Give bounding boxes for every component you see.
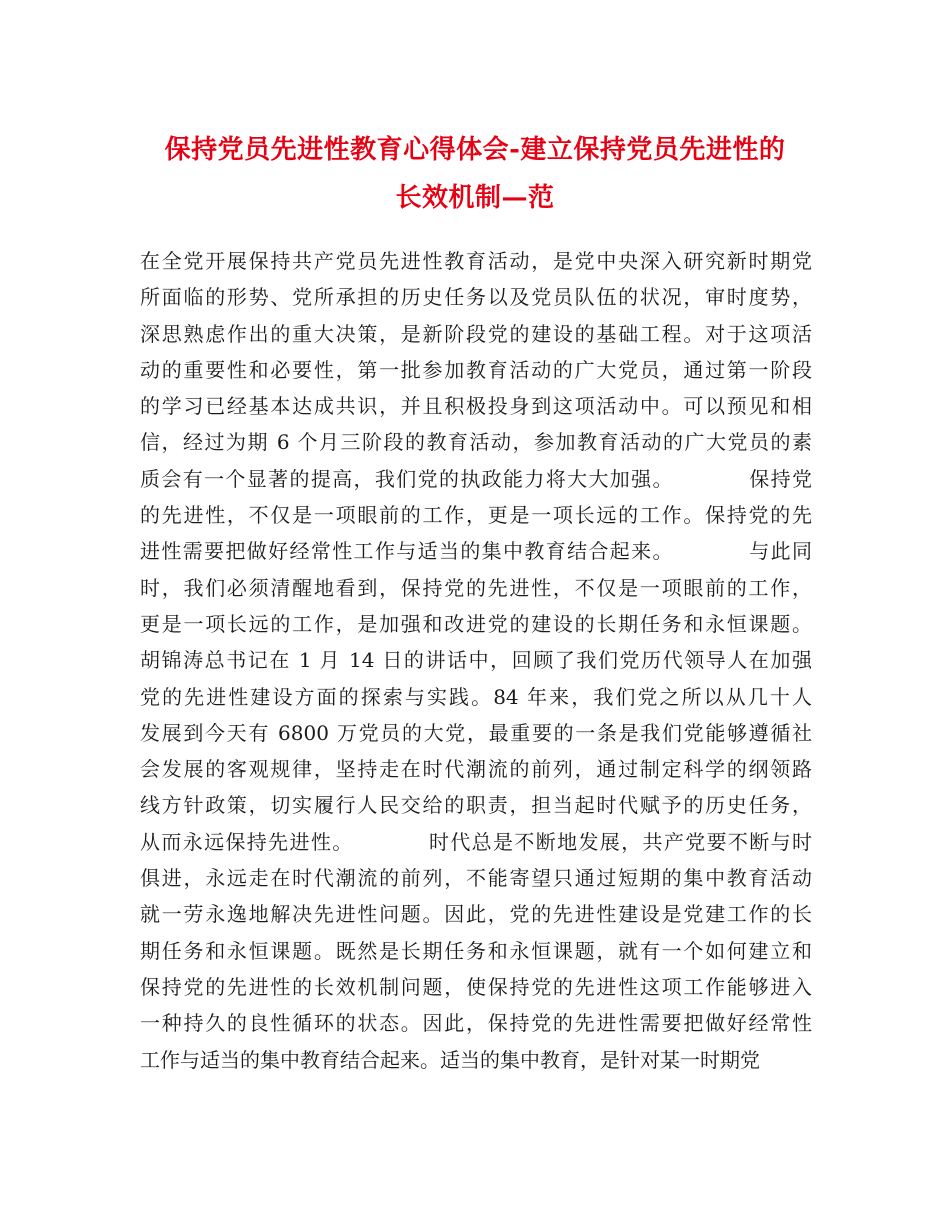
body-line: 线方针政策，切实履行人民交给的职责，担当起时代赋予的历史任务，	[140, 793, 812, 818]
body-line: 的学习已经基本达成共识，并且积极投身到这项活动中。可以预见和相	[140, 394, 812, 419]
body-line: 的先进性，不仅是一项眼前的工作，更是一项长远的工作。保持党的先	[140, 503, 812, 528]
body-line: 深思熟虑作出的重大决策，是新阶段党的建设的基础工程。对于这项活	[140, 321, 812, 346]
body-line: 工作与适当的集中教育结合起来。适当的集中教育，是针对某一时期党	[140, 1047, 760, 1072]
body-line: 保持党的先进性的长效机制问题，使保持党的先进性这项工作能够进入	[140, 974, 812, 999]
body-line: 更是一项长远的工作，是加强和改进党的建设的长期任务和永恒课题。	[140, 611, 812, 636]
body-line: 动的重要性和必要性，第一批参加教育活动的广大党员，通过第一阶段	[140, 357, 812, 382]
body-line: 信，经过为期 6 个月三阶段的教育活动，参加教育活动的广大党员的素	[140, 430, 812, 455]
body-line: 党的先进性建设方面的探索与实践。84 年来，我们党之所以从几十人	[140, 684, 812, 709]
title-line: 保持党员先进性教育心得体会-建立保持党员先进性的	[164, 135, 786, 165]
body-line: 质会有一个显著的提高，我们党的执政能力将大大加强。 保持党	[140, 466, 812, 491]
body-line: 从而永远保持先进性。 时代总是不断地发展，共产党要不断与时	[140, 829, 812, 854]
body-line: 期任务和永恒课题。既然是长期任务和永恒课题，就有一个如何建立和	[140, 938, 812, 963]
body-line: 时，我们必须清醒地看到，保持党的先进性，不仅是一项眼前的工作，	[140, 575, 812, 600]
body-line: 俱进，永远走在时代潮流的前列，不能寄望只通过短期的集中教育活动	[140, 866, 812, 891]
body-line: 进性需要把做好经常性工作与适当的集中教育结合起来。 与此同	[140, 539, 812, 564]
title-line: 长效机制—范	[395, 183, 555, 213]
body-line: 一种持久的良性循环的状态。因此，保持党的先进性需要把做好经常性	[140, 1011, 812, 1036]
body-line: 胡锦涛总书记在 1 月 14 日的讲话中，回顾了我们党历代领导人在加强	[140, 648, 812, 673]
document-title	[120, 126, 830, 222]
body-line: 在全党开展保持共产党员先进性教育活动，是党中央深入研究新时期党	[140, 249, 812, 273]
body-line: 就一劳永逸地解决先进性问题。因此，党的先进性建设是党建工作的长	[140, 902, 812, 927]
body-line: 所面临的形势、党所承担的历史任务以及党员队伍的状况，审时度势，	[140, 285, 812, 310]
document-body	[140, 243, 812, 1078]
body-line: 发展到今天有 6800 万党员的大党，最重要的一条是我们党能够遵循社	[140, 720, 812, 745]
body-line: 会发展的客观规律，坚持走在时代潮流的前列，通过制定科学的纲领路	[140, 757, 812, 782]
